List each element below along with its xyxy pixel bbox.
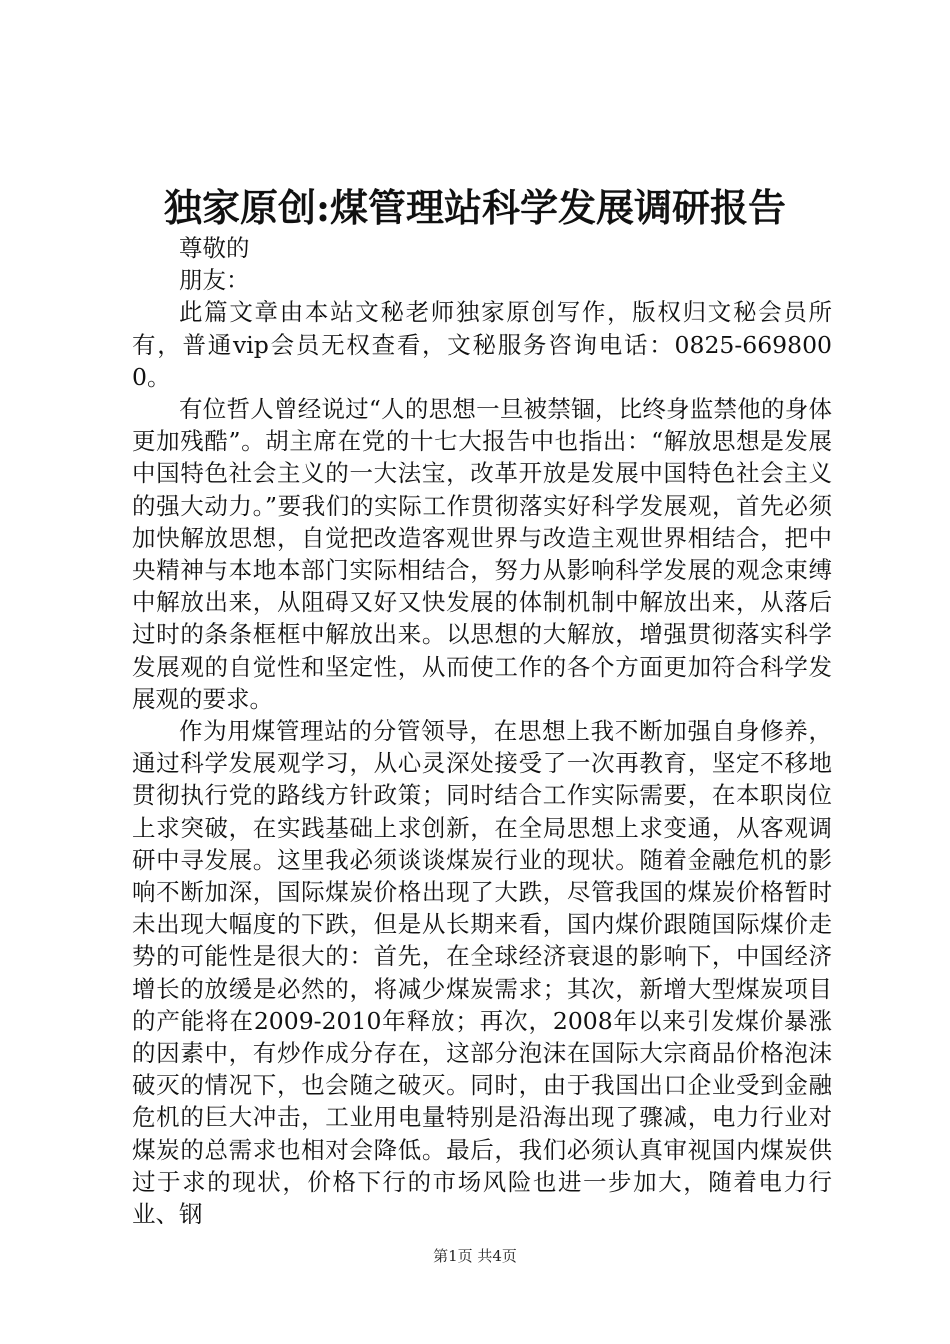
salutation-line-2: 朋友： <box>179 266 250 295</box>
body-paragraph: 有位哲人曾经说过“人的思想一旦被禁锢，比终身监禁他的身体更加残酷”。胡主席在党的十七大报告中也指出：“解放思想是发展中国特色社会主义的一大法宝，改革开放是发展中国特色社会主义的强大动力。”要我们的实际工作贯彻落实好科学发展观，首先必须加快解放思想，自觉把改造客观世界与改造主观世界相结合，把中央精神与本地本部门实际相结合，努力从影响科学发展的观念束缚中解放出来，从阻碍又好又快发展的体制机制中解放出来，从落后过时的条条框框中解放出来。以思想的大解放，增强贯彻落实科学发展观的自觉性和坚定性，从而使工作的各个方面更加符合科学发展观的要求。 <box>132 395 832 713</box>
salutation-line-1: 尊敬的 <box>179 234 250 262</box>
page-number-footer: 第1页 共4页 <box>433 1247 517 1265</box>
copyright-notice-paragraph: 此篇文章由本站文秘老师独家原创写作，版权归文秘会员所有，普通vip会员无权查看，文秘服务咨询电话：0825-6698000。 <box>132 298 832 391</box>
body-paragraph: 作为用煤管理站的分管领导，在思想上我不断加强自身修养，通过科学发展观学习，从心灵深处接受了一次再教育，坚定不移地贯彻执行党的路线方针政策；同时结合工作实际需要，在本职岗位上求突破，在实践基础上求创新，在全局思想上求变通，从客观调研中寻发展。这里我必须谈谈煤炭行业的现状。随着金融危机的影响不断加深，国际煤炭价格出现了大跌，尽管我国的煤炭价格暂时未出现大幅度的下跌，但是从长期来看，国内煤价跟随国际煤价走势的可能性是很大的：首先，在全球经济衰退的影响下，中国经济增长的放缓是必然的，将减少煤炭需求；其次，新增大型煤炭项目的产能将在2009-2010年释放；再次，2008年以来引发煤价暴涨的因素中，有炒作成分存在，这部分泡沫在国际大宗商品价格泡沫破灭的情况下，也会随之破灭。同时，由于我国出口企业受到金融危机的巨大冲击，工业用电量特别是沿海出现了骤减，电力行业对煤炭的总需求也相对会降低。最后，我们必须认真审视国内煤炭供过于求的现状，价格下行的市场风险也进一步加大，随着电力行业、钢 <box>132 717 832 1229</box>
document-title: 独家原创:煤管理站科学发展调研报告 <box>163 185 787 230</box>
document-body <box>132 232 832 1230</box>
